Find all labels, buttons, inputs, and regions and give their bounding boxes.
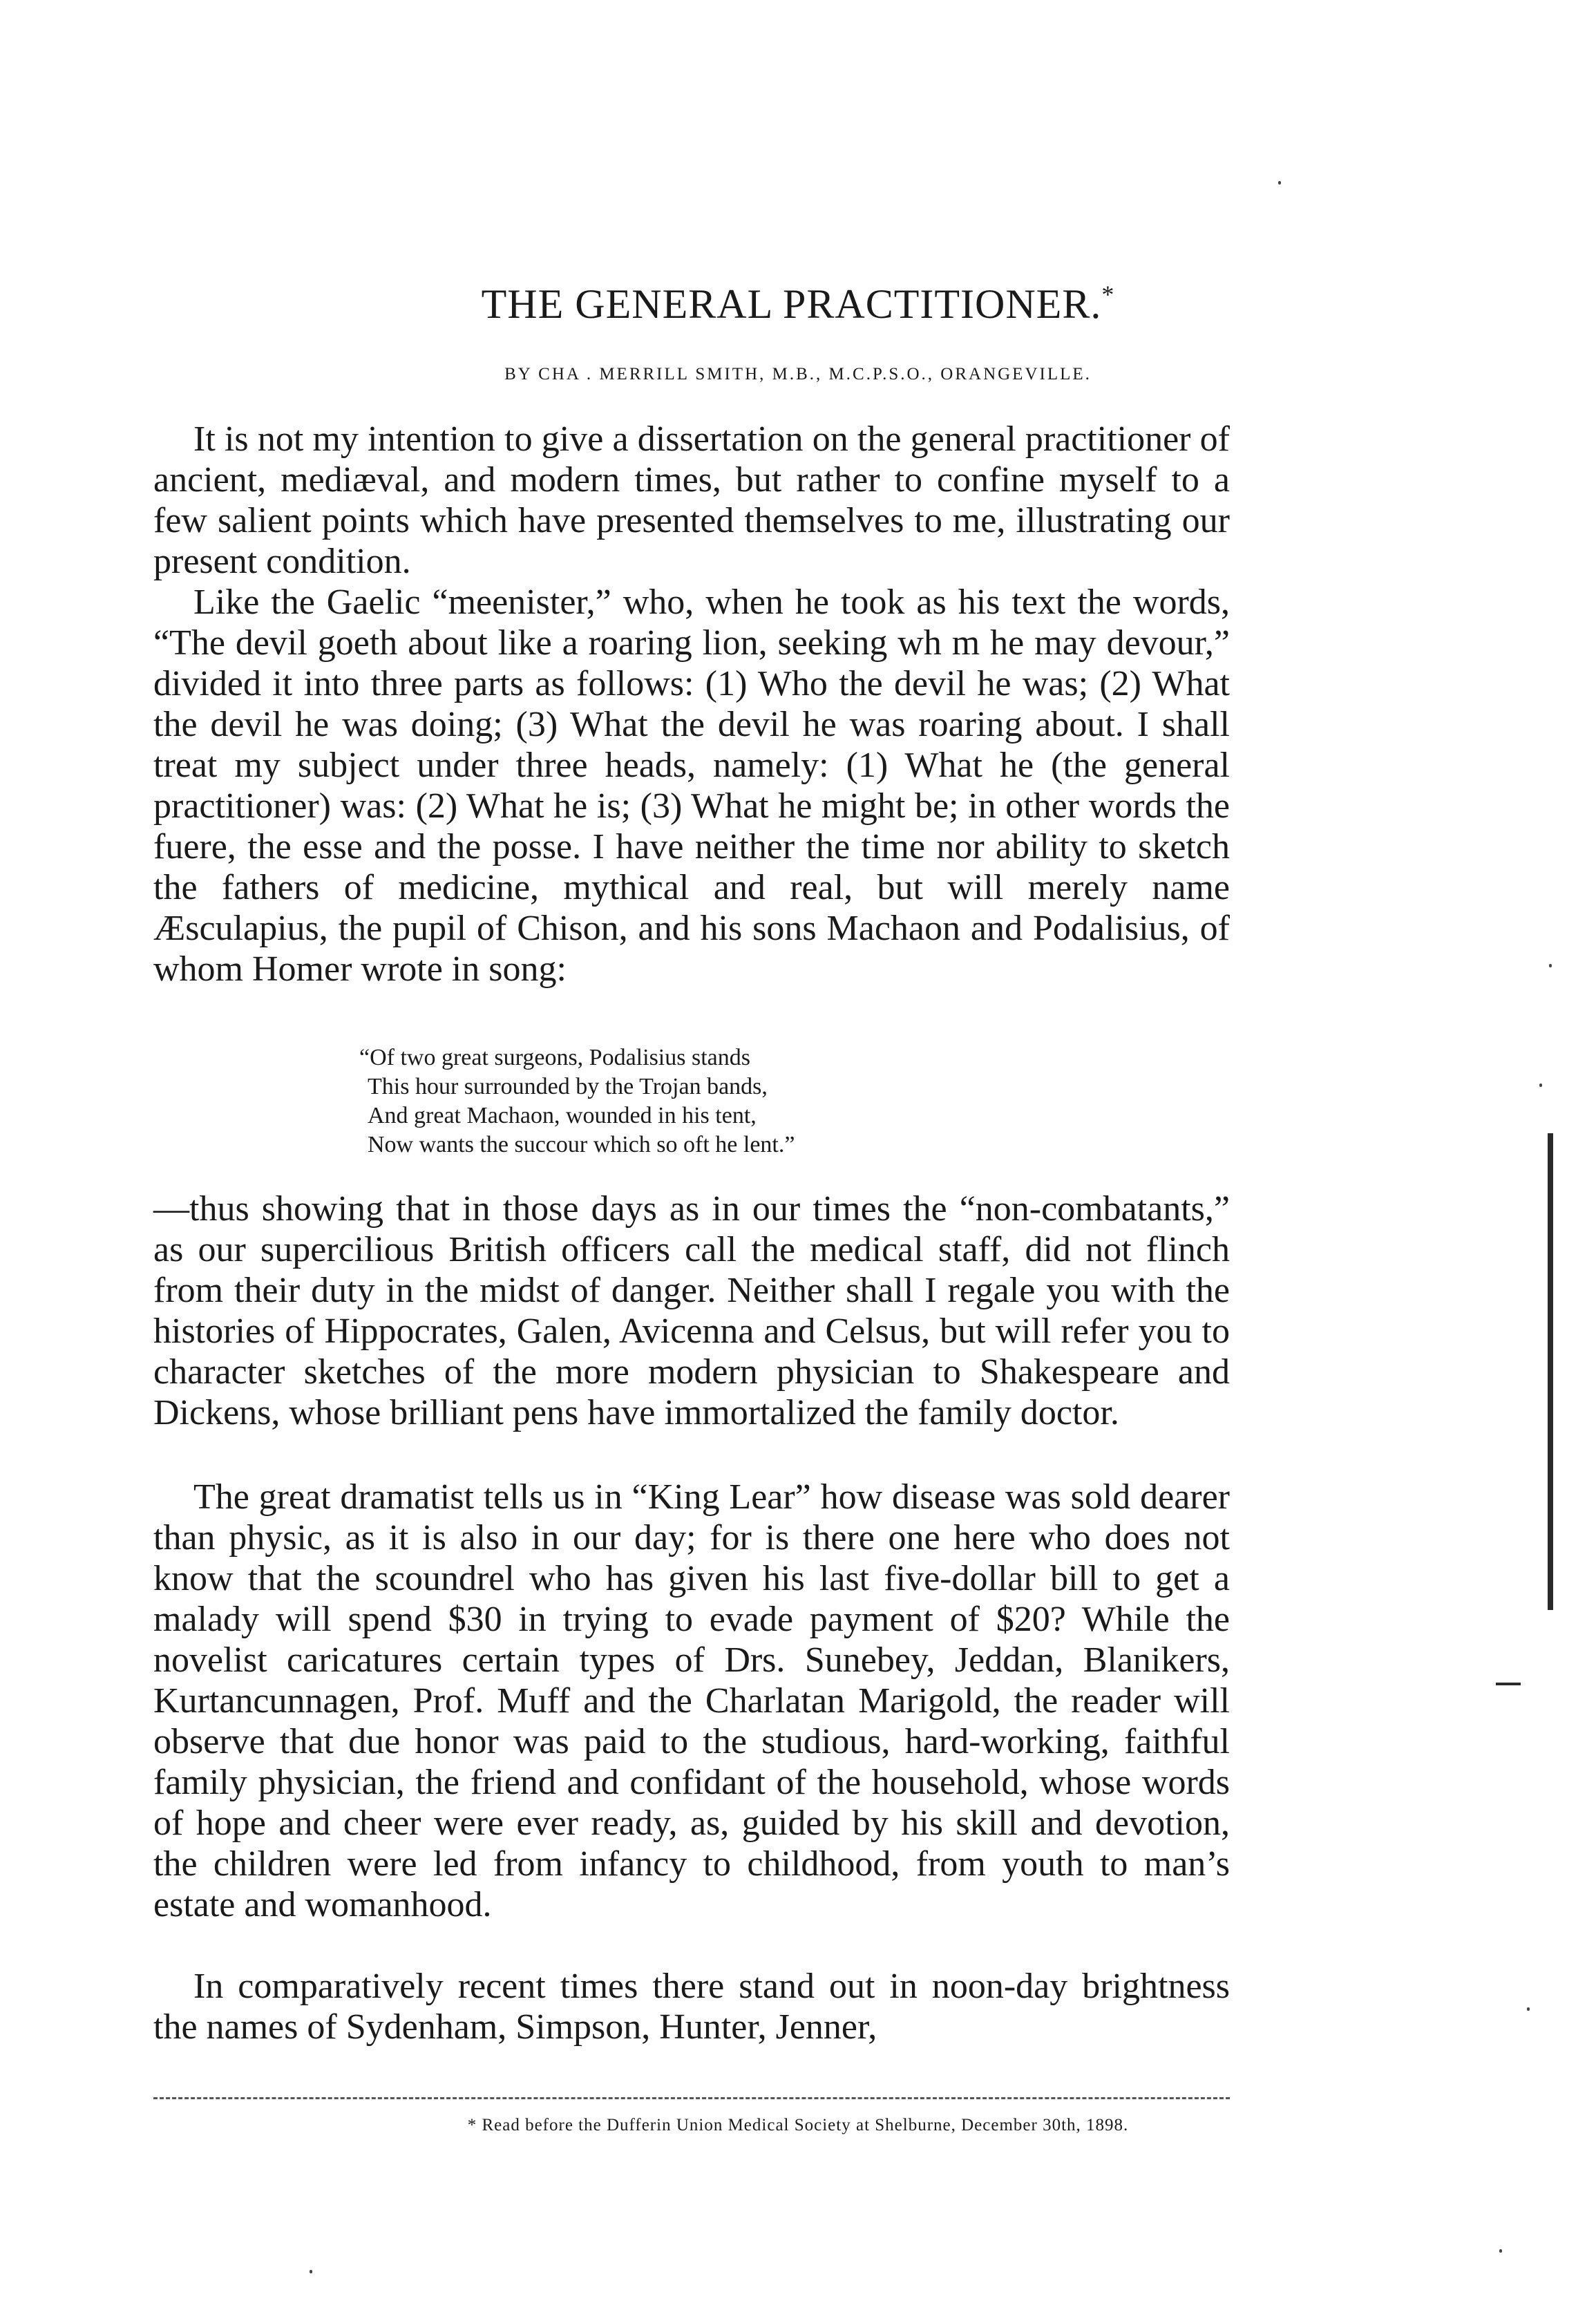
- verse-quotation: [359, 1043, 1050, 1159]
- article-title: [0, 280, 1596, 328]
- footnote-divider: [153, 2097, 1230, 2099]
- paragraph-1: It is not my intention to give a dissertation on the general practitioner of ancient, mediæval, and modern times, but rather to confine myself to a few salient points which have presented themselves to me, illustrating our present condition.: [153, 419, 1230, 581]
- scan-speck: [1539, 1083, 1542, 1087]
- scan-speck: [1278, 181, 1281, 184]
- verse-line: This hour surrounded by the Trojan bands,: [368, 1074, 768, 1099]
- paragraph-4: The great dramatist tells us in “King Lear” how disease was sold dearer than physic, as it is also in our day; for is there one here who does not know that the scoundrel who has given his last five-dollar bill to get a malady will spend $30 in trying to evade payment of $20? While the novelist caricatures certain types of Drs. Sunebey, Jeddan, Blanikers, Kurtancunnagen, Prof. Muff and the Charlatan Marigold, the reader will observe that due honor was paid to the studious, hard-working, faithful family physician, the friend and confidant of the household, whose words of hope and cheer were ever ready, as, guided by his skill and devotion, the children were led from infancy to childhood, from youth to man’s estate and womanhood.: [153, 1477, 1230, 1924]
- scan-edge-dash: [1496, 1683, 1521, 1685]
- scan-edge-mark: [1548, 1133, 1553, 1610]
- scan-speck: [1549, 964, 1552, 967]
- paragraph-3: —thus showing that in those days as in our times the “non-combatants,” as our supercilious British officers call the medical staff, did not flinch from their duty in the midst of danger. Neither shall I regale you with the histories of Hippocrates, Galen, Avicenna and Celsus, but will refer you to character sketches of the more modern physician to Shakespeare and Dickens, whose brilliant pens have immortalized the family doctor.: [153, 1189, 1230, 1432]
- paragraph-2: Like the Gaelic “meenister,” who, when he took as his text the words, “The devil goeth about like a roaring lion, seeking wh m he may devour,” divided it into three parts as follows: (1) Who the devil he was; (2) What the devil he was doing; (3) What the devil he was roaring about. I shall treat my subject under three heads, namely: (1) What he (the general practitioner) was: (2) What he is; (3) What he might be; in other words the fuere, the esse and the posse. I have neither the time nor ability to sketch the fathers of medicine, mythical and real, but will merely name Æsculapius, the pupil of Chison, and his sons Machaon and Podalisius, of whom Homer wrote in song:: [153, 583, 1230, 989]
- title-footnote-mark: *: [1101, 281, 1115, 308]
- scan-speck: [1527, 2007, 1530, 2011]
- scan-speck: [1499, 2249, 1502, 2253]
- verse-line: “Of two great surgeons, Podalisius stands: [359, 1045, 750, 1070]
- footnote: * Read before the Dufferin Union Medical Society at Shelburne, December 30th, 1898.: [467, 2116, 1129, 2134]
- verse-line: Now wants the succour which so oft he lent.”: [368, 1132, 795, 1157]
- title-text: THE GENERAL PRACTITIONER.: [481, 281, 1102, 327]
- paragraph-5: In comparatively recent times there stand out in noon-day brightness the names of Sydenham, Simpson, Hunter, Jenner,: [153, 1967, 1230, 2047]
- scan-speck: [310, 2270, 312, 2273]
- author-byline: BY CHA . MERRILL SMITH, M.B., M.C.P.S.O., ORANGEVILLE.: [504, 365, 1092, 384]
- verse-line: And great Machaon, wounded in his tent,: [368, 1103, 757, 1128]
